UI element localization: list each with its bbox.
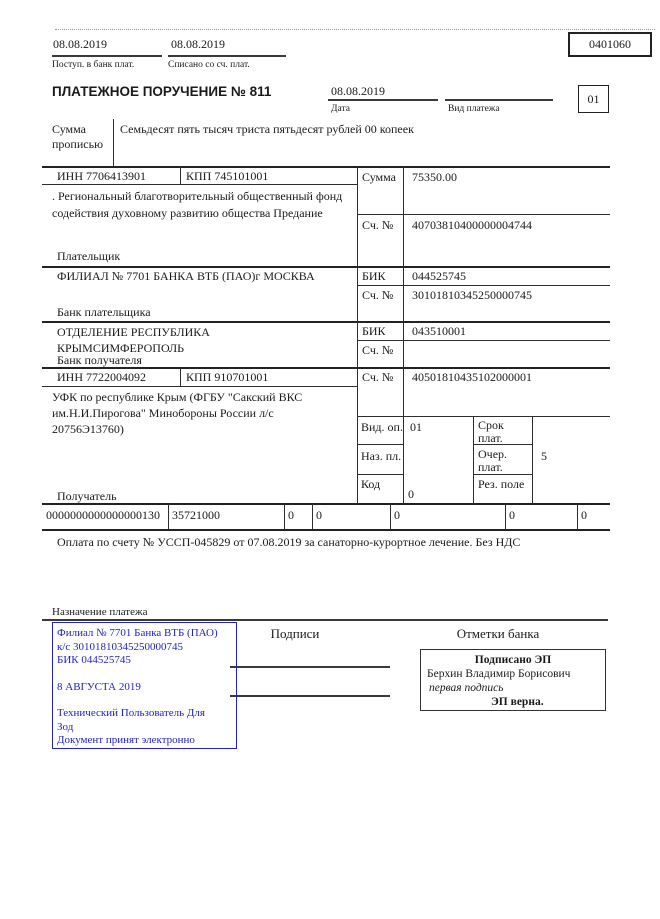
code-cell: 0 bbox=[509, 508, 515, 522]
table-line bbox=[357, 166, 358, 504]
amount-label: Сумма bbox=[362, 170, 396, 184]
esign-title: Подписано ЭП bbox=[474, 654, 552, 666]
op-kind-value: 01 bbox=[410, 420, 422, 434]
stamp-date: 8 АВГУСТА 2019 bbox=[57, 680, 141, 693]
date-value: 08.08.2019 bbox=[331, 84, 385, 98]
amount-words-value: Семьдесят пять тысяч триста пятьдесят рублей 00 копеек bbox=[120, 122, 414, 136]
code-label: Код bbox=[361, 477, 381, 491]
payer-bank-bik-label: БИК bbox=[362, 269, 386, 283]
received-date-label: Поступ. в банк плат. bbox=[52, 60, 135, 70]
reserve-field-label: Рез. поле bbox=[478, 477, 525, 491]
table-line bbox=[42, 529, 610, 531]
table-line bbox=[42, 266, 610, 268]
esign-name: Берхин Владимир Борисович bbox=[427, 668, 571, 680]
payer-bank-label: Банк плательщика bbox=[57, 305, 151, 319]
payee-bank-label: Банк получателя bbox=[57, 353, 142, 367]
table-line bbox=[403, 166, 404, 504]
stamp-user-line1: Технический Пользователь Для bbox=[57, 707, 205, 719]
payer-kpp: КПП 745101001 bbox=[186, 169, 269, 183]
payee-bank-bik-label: БИК bbox=[362, 324, 386, 338]
table-line bbox=[168, 503, 169, 530]
payer-label: Плательщик bbox=[57, 249, 121, 263]
stamp-accepted: Документ принят электронно bbox=[57, 734, 195, 746]
payment-kind-underline bbox=[445, 99, 553, 101]
payer-inn: ИНН 7706413901 bbox=[57, 169, 146, 183]
table-line bbox=[42, 503, 610, 505]
debited-date-value: 08.08.2019 bbox=[171, 37, 225, 51]
bank-stamp bbox=[52, 622, 237, 749]
payer-name: . Региональный благотворительный общественный фонд содействия духовному развитию общества Предание bbox=[52, 189, 343, 220]
esign-box bbox=[420, 649, 606, 711]
oktmo-code: 35721000 bbox=[172, 508, 220, 522]
esign-verified: ЭП верна. bbox=[491, 696, 544, 708]
table-line bbox=[180, 367, 181, 386]
purpose-code-label: Наз. пл. bbox=[361, 449, 402, 463]
table-line bbox=[42, 166, 610, 168]
debited-date-underline bbox=[168, 55, 286, 57]
form-code-box: 0401060 bbox=[568, 32, 652, 57]
table-line bbox=[284, 503, 285, 530]
stamp-bank-name: Филиал № 7701 Банка ВТБ (ПАО) bbox=[57, 627, 218, 639]
amount-words-divider bbox=[113, 119, 114, 167]
payer-bank-name: ФИЛИАЛ № 7701 БАНКА ВТБ (ПАО)г МОСКВА bbox=[57, 269, 315, 283]
amount-words-label: Сумма прописью bbox=[52, 122, 104, 151]
payer-bank-account-label: Сч. № bbox=[362, 288, 394, 302]
bank-marks-label: Отметки банка bbox=[456, 626, 540, 641]
table-line bbox=[42, 386, 357, 387]
table-line bbox=[390, 503, 391, 530]
table-line bbox=[357, 340, 610, 341]
order-value: 5 bbox=[541, 449, 547, 463]
table-line bbox=[505, 503, 506, 530]
table-line bbox=[357, 474, 403, 475]
payer-account: 40703810400000004744 bbox=[412, 218, 532, 232]
signature-line-2 bbox=[230, 695, 390, 697]
stamp-corr-account: к/с 30101810345250000745 bbox=[57, 640, 184, 653]
code-value: 0 bbox=[408, 487, 414, 501]
table-line bbox=[42, 184, 357, 185]
received-date-value: 08.08.2019 bbox=[53, 37, 107, 51]
signatures-label: Подписи bbox=[270, 626, 320, 641]
payment-purpose-text: Оплата по счету № УССП-045829 от 07.08.2019 за санаторно-курортное лечение. Без НДС bbox=[57, 535, 521, 549]
payment-kind-label: Вид платежа bbox=[448, 104, 500, 114]
debited-date-label: Списано со сч. плат. bbox=[168, 60, 250, 70]
stamp-bik: БИК 044525745 bbox=[57, 654, 131, 666]
payer-bank-bik: 044525745 bbox=[412, 269, 466, 283]
date-label: Дата bbox=[331, 104, 350, 114]
received-date-underline bbox=[52, 55, 162, 57]
table-line bbox=[532, 416, 533, 504]
payer-account-label: Сч. № bbox=[362, 218, 394, 232]
table-line bbox=[473, 474, 532, 475]
table-line bbox=[357, 285, 610, 286]
payment-type-box: 01 bbox=[578, 85, 609, 113]
payee-bank-bik: 043510001 bbox=[412, 324, 466, 338]
code-cell: 0 bbox=[581, 508, 587, 522]
kbk-code: 0000000000000000130 bbox=[46, 508, 160, 522]
table-line bbox=[357, 444, 403, 445]
signature-line-1 bbox=[230, 666, 390, 668]
code-cell: 0 bbox=[394, 508, 400, 522]
op-kind-label: Вид. оп. bbox=[361, 420, 403, 434]
payee-kpp: КПП 910701001 bbox=[186, 370, 269, 384]
scan-artifact-line bbox=[55, 29, 655, 30]
payee-name: УФК по республике Крым (ФГБУ "Сакский ВКС им.Н.И.Пирогова" Минобороны России л/с 20756Э13760) bbox=[52, 390, 303, 436]
table-line bbox=[357, 416, 610, 417]
table-line bbox=[42, 321, 610, 323]
esign-sign-type: первая подпись bbox=[429, 682, 504, 694]
document-title: ПЛАТЕЖНОЕ ПОРУЧЕНИЕ № 811 bbox=[52, 84, 272, 99]
order-label: Очер. плат. bbox=[478, 447, 508, 474]
payee-inn: ИНН 7722004092 bbox=[57, 370, 146, 384]
footer-separator-line bbox=[42, 619, 608, 621]
payee-label: Получатель bbox=[57, 489, 117, 503]
stamp-user-line2: Зод bbox=[57, 720, 74, 733]
payee-bank-account-label: Сч. № bbox=[362, 343, 394, 357]
payee-account: 40501810435102000001 bbox=[412, 370, 532, 384]
due-date-label: Срок плат. bbox=[478, 418, 504, 445]
table-line bbox=[357, 214, 610, 215]
amount-value: 75350.00 bbox=[412, 170, 457, 184]
code-cell: 0 bbox=[288, 508, 294, 522]
date-underline bbox=[328, 99, 438, 101]
table-line bbox=[473, 416, 474, 504]
payee-account-label: Сч. № bbox=[362, 370, 394, 384]
payer-bank-account: 30101810345250000745 bbox=[412, 288, 532, 302]
code-cell: 0 bbox=[316, 508, 322, 522]
table-line bbox=[577, 503, 578, 530]
table-line bbox=[312, 503, 313, 530]
table-line bbox=[180, 166, 181, 184]
payment-purpose-label: Назначение платежа bbox=[52, 606, 148, 618]
payee-bank-name: ОТДЕЛЕНИЕ РЕСПУБЛИКА КРЫМСИМФЕРОПОЛЬ bbox=[57, 325, 210, 355]
